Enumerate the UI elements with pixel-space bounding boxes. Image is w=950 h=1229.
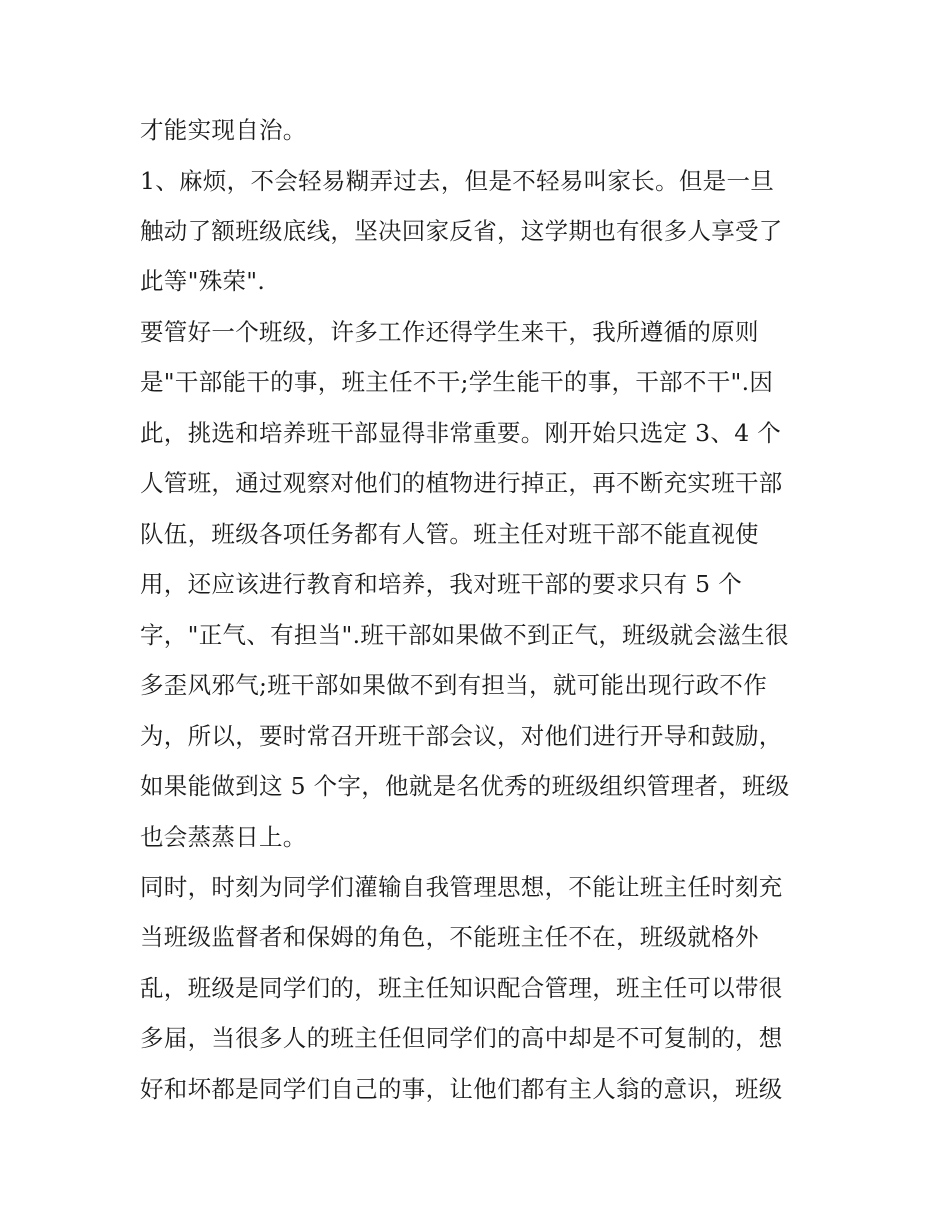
text-line: 才能实现自治。 <box>140 116 307 144</box>
text-line: 好和坏都是同学们自己的事，让他们都有主人翁的意识，班级 <box>140 1075 783 1103</box>
text-line: 也会蒸蒸日上。 <box>140 823 307 851</box>
text-line: 如果能做到这 5 个字，他就是名优秀的班级组织管理者，班级 <box>140 772 790 800</box>
text-line: 1、麻烦，不会轻易糊弄过去，但是不轻易叫家长。但是一旦 <box>140 167 775 195</box>
text-line: 当班级监督者和保姆的角色，不能班主任不在，班级就格外 <box>140 923 759 951</box>
text-line: 此，挑选和培养班干部显得非常重要。刚开始只选定 3、4 个 <box>140 419 782 447</box>
text-line: 字，"正气、有担当".班干部如果做不到正气，班级就会滋生很 <box>140 621 789 649</box>
text-line: 是"干部能干的事，班主任不干;学生能干的事，干部不干".因 <box>140 368 774 396</box>
text-line: 要管好一个班级，许多工作还得学生来干，我所遵循的原则 <box>140 318 759 346</box>
text-line: 人管班，通过观察对他们的植物进行掉正，再不断充实班干部 <box>140 469 783 497</box>
text-line: 触动了额班级底线，坚决回家反省，这学期也有很多人享受了 <box>140 217 783 245</box>
text-line: 为，所以，要时常召开班干部会议，对他们进行开导和鼓励， <box>140 722 783 750</box>
text-line: 同时，时刻为同学们灌输自我管理思想，不能让班主任时刻充 <box>140 873 783 901</box>
text-line: 乱，班级是同学们的，班主任知识配合管理，班主任可以带很 <box>140 974 783 1002</box>
text-line: 此等"殊荣". <box>140 267 266 295</box>
text-line: 队伍，班级各项任务都有人管。班主任对班干部不能直视使 <box>140 520 759 548</box>
text-line: 用，还应该进行教育和培养，我对班干部的要求只有 5 个 <box>140 570 742 598</box>
text-line: 多歪风邪气;班干部如果做不到有担当，就可能出现行政不作 <box>140 671 768 699</box>
text-line: 多届，当很多人的班主任但同学们的高中却是不可复制的，想 <box>140 1024 783 1052</box>
